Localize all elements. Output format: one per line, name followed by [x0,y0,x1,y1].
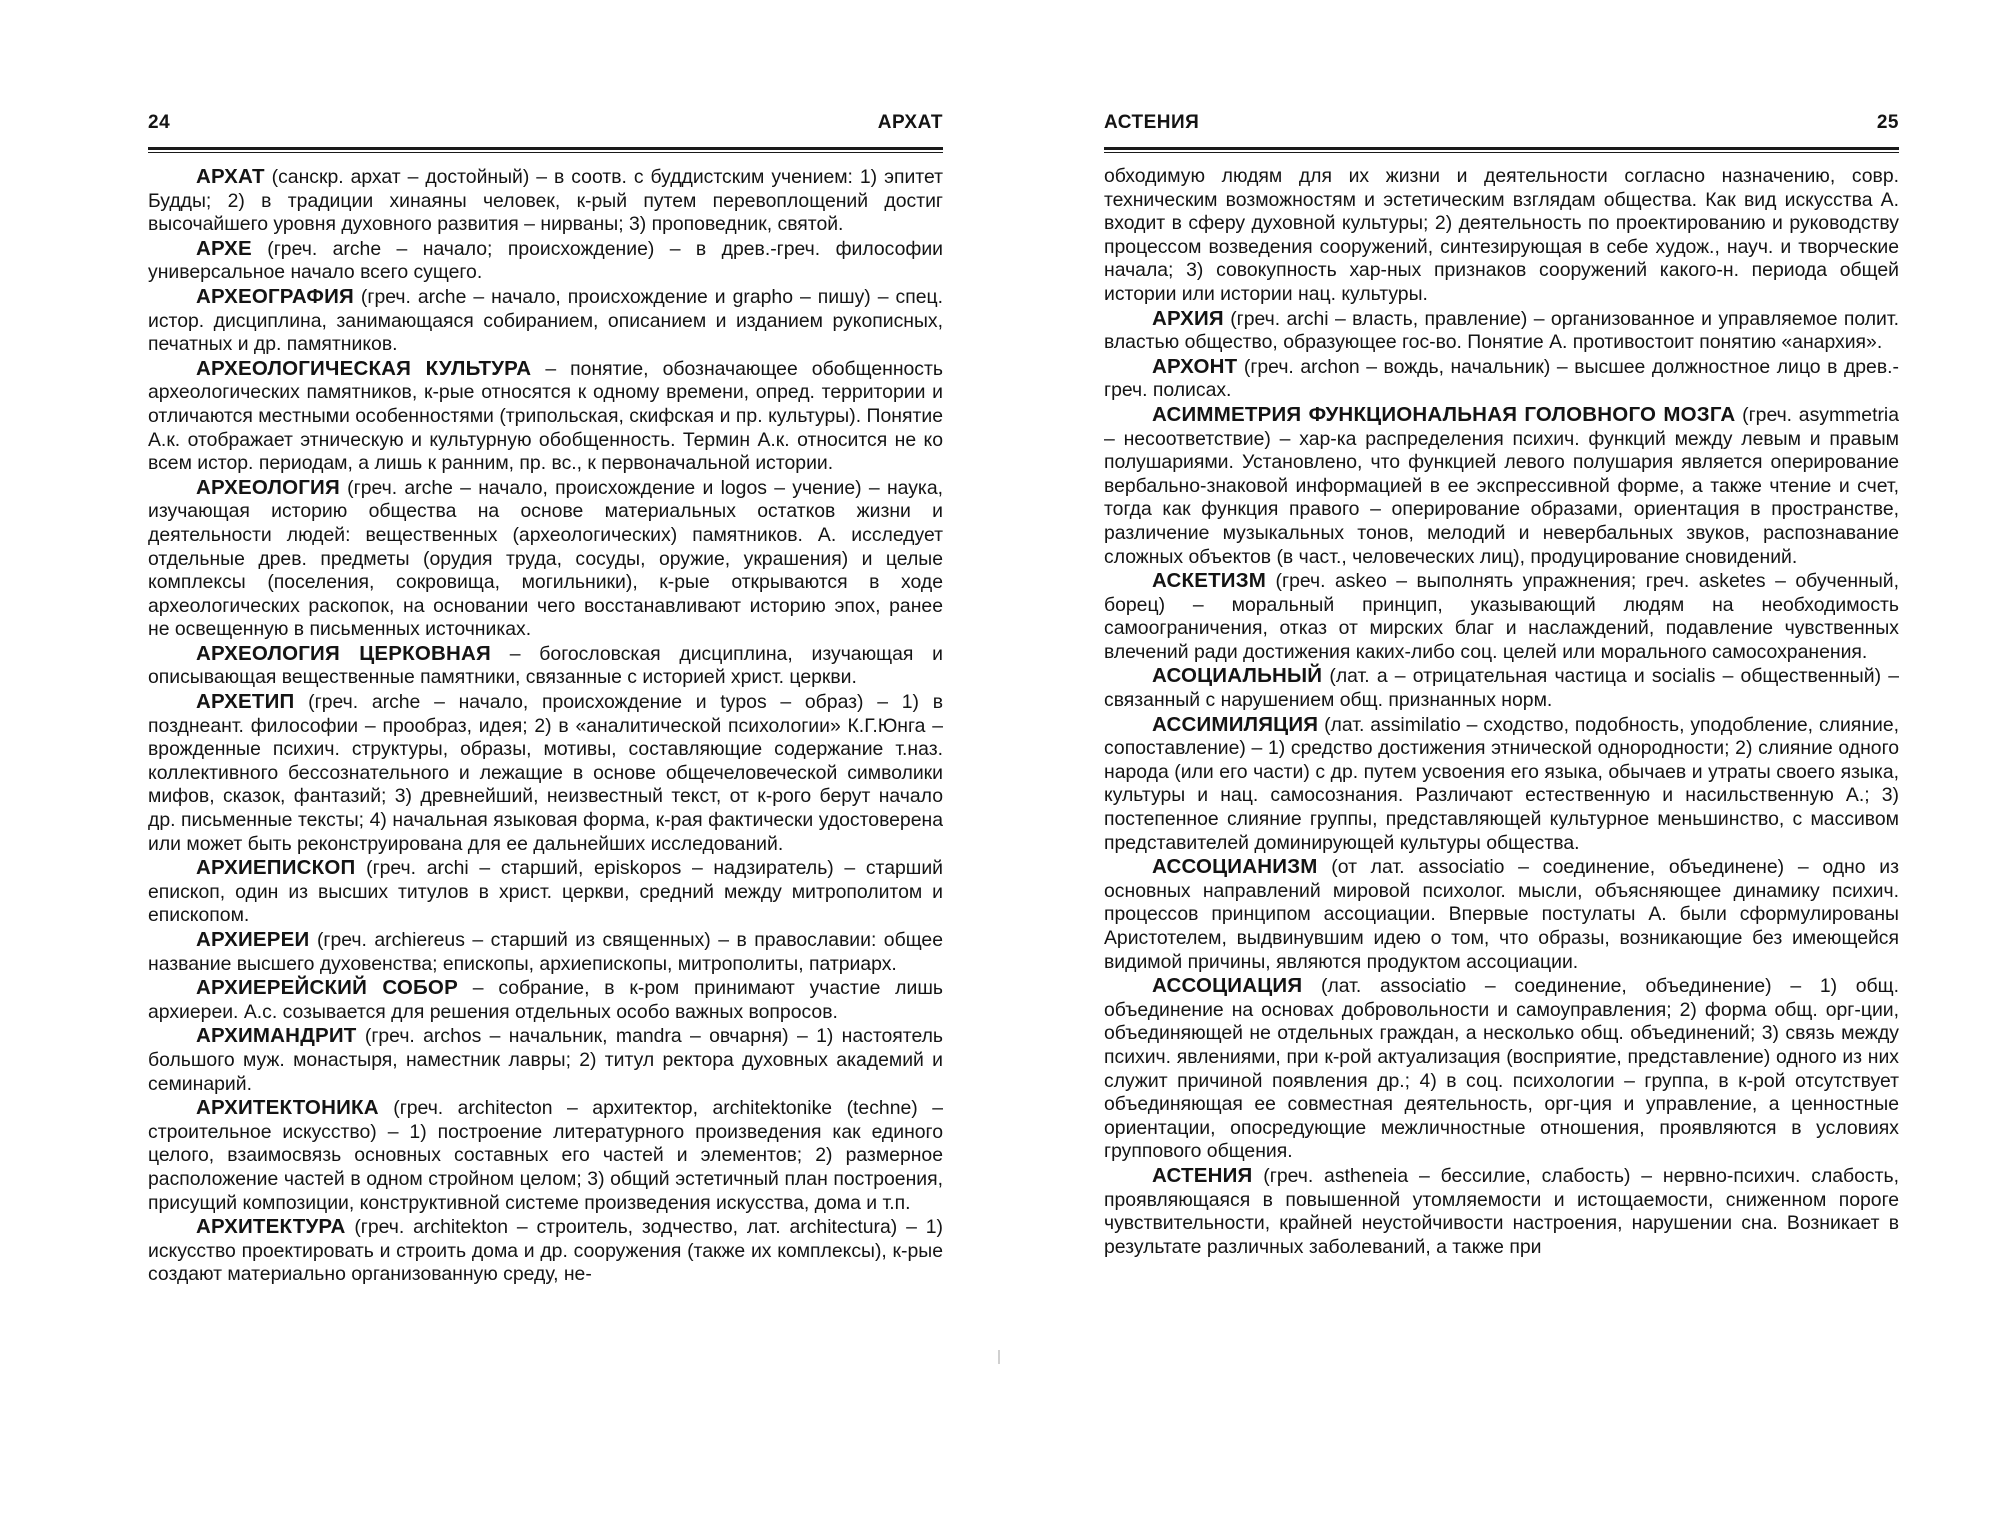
entry-headword: АРХЕОЛОГИЯ ЦЕРКОВНАЯ [196,641,491,665]
entry-definition: (греч. archi – старший, episkopos – надзиратель) – старший епископ, один из высших титулов в христ. церкви, средний между митрополитом и епископом. [148,857,943,927]
entry-headword: АРХИЕПИСКОП [196,856,356,880]
page-body [148,165,943,1287]
entry-headword: АССОЦИАНИЗМ [1152,855,1318,879]
entry-definition: (греч. arche – начало, происхождение и grapho – пишу) – спец. истор. дисциплина, занимающаяся собиранием, описанием и изданием рукописных, печатных и др. памятников. [148,285,943,356]
dictionary-entry [1104,855,1899,974]
dictionary-entry [1104,713,1899,856]
entry-headword: АРХЕТИП [196,690,295,714]
dictionary-entry [1104,403,1899,569]
book-fold [998,1350,1000,1364]
running-head: АСТЕНИЯ [1104,112,1200,133]
dictionary-entry [148,928,943,976]
dictionary-entry [1104,664,1899,712]
entry-headword: АРХЕОГРАФИЯ [196,284,354,308]
entry-definition: – богословская дисциплина, изучающая и описывающая вещественные памятники, связанные с историей христ. церкви. [148,642,943,689]
entry-definition: (греч. archon – вождь, начальник) – высшее должностное лицо в древ.-греч. полисах. [1104,355,1899,402]
dictionary-entry [148,476,943,642]
dictionary-entry [1104,569,1899,664]
entry-definition: (греч. askeo – выполнять упражнения; греч. asketes – обученный, борец) – моральный принцип, указывающий людям на необходимость самоограничения, отказ от мирских благ и наслаждений, подавление чувственных влечений ради достижения каких-либо соц. целей или морального самосохранения. [1104,570,1899,663]
dictionary-entry [148,1096,943,1215]
entry-definition: (греч. archos – начальник, mandra – овчарня) – 1) настоятель большого муж. монастыря, наместник лавры; 2) титул ректора духовных академий и семинарий. [148,1025,943,1095]
entry-headword: АРХИТЕКТУРА [196,1215,346,1239]
left-page [148,112,943,1452]
page-number: 25 [1876,112,1899,133]
dictionary-entry [148,856,943,928]
dictionary-entry [1104,307,1899,355]
dictionary-entry [148,1215,943,1287]
dictionary-entry [1104,974,1899,1164]
entry-headword: АРХЕОЛОГИЧЕСКАЯ КУЛЬТУРА [196,356,532,380]
entry-definition: (лат. assimilatio – сходство, подобность, уподобление, слияние, сопоставление) – 1) средство достижения этнической однородности; 2) слияние одного народа (или его части) с др. путем усвоения его языка, обычаев и утраты своего языка, культуры и нац. самосознания. Различают естественную и насильственную А.; 3) постепенное слияние группы, представляющей культурное меньшинство, с массивом представителей доминирующей культуры общества. [1104,713,1899,854]
entry-headword: АРХИТЕКТОНИКА [196,1096,379,1120]
dictionary-entry [148,237,943,285]
dictionary-entry [148,165,943,237]
entry-definition: (греч. arche – начало; происхождение) – в древ.-греч. философии универсальное начало всего сущего. [148,237,943,284]
entry-definition: (лат. associatio – соединение, объединение) – 1) общ. объединение на основах добровольности и самоуправления; 2) форма общ. орг-ции, объединяющей не отдельных граждан, а несколько общ. объединений; 3) связь между психич. явлениями, при к-рой актуализация (восприятие, представление) одного из них служит причиной появления др.; 4) в соц. психологии – группа, в к-рой отсутствует объединяющая ее совместная деятельность, орг-ция и управление, а ценностные ориентации, опосредующие межличностные отношения, проявляются в условиях группового общения. [1104,975,1899,1163]
dictionary-entry [148,976,943,1024]
entry-definition: (санскр. архат – достойный) – в соотв. с буддистским учением: 1) эпитет Будды; 2) в традиции хинаяны человек, к-рый путем перевоплощений достиг высочайшего уровня духовного развития – нирваны; 3) проповедник, святой. [148,166,943,236]
entry-headword: АРХИМАНДРИТ [196,1024,357,1048]
entry-definition: (греч. arche – начало, происхождение и typos – образ) – 1) в позднеант. философии – прообраз, идея; 2) в «аналитической психологии» К.Г.Юнга – врожденные психич. структуры, образы, мотивы, составляющие содержание т.наз. коллективного бессознательного и лежащие в основе общечеловеческой символики мифов, сказок, фантазий; 3) древнейший, неизвестный текст, от к-рого берут начало др. письменные тексты; 4) начальная языковая форма, к-рая фактически удостоверена или может быть реконструирована для ее дальнейших исследований. [148,691,943,855]
entry-headword: АССИМИЛЯЦИЯ [1152,712,1319,736]
entry-definition: (греч. architecton – архитектор, architektonike (techne) – строительное искусство) – 1) построение литературного произведения как единого целого, взаимосвязь основных составных его частей и элементов; 2) размерное расположение частей в одном стройном целом; 3) общий эстетичный план построения, присущий композиции, конструктивной системе произведения искусства, дома и т.п. [148,1097,943,1214]
entry-headword: АРХИЯ [1152,306,1224,330]
header-rule [148,147,943,150]
entry-definition: (греч. astheneia – бессилие, слабость) – нервно-психич. слабость, проявляющаяся в повышенной утомляемости и истощаемости, сниженном пороге чувствительности, крайней неустойчивости настроения, нарушении сна. Возникает в результате различных заболеваний, а также при [1104,1164,1899,1258]
dictionary-entry [148,690,943,856]
page-number: 24 [148,112,171,133]
entry-headword: АРХИЕРЕЙСКИЙ СОБОР [196,976,458,1000]
entry-definition: (греч. arche – начало, происхождение и logos – учение) – наука, изучающая историю общества на основе материальных остатков жизни и деятельности людей: вещественных (археологических) памятников. А. исследует отдельные древ. предметы (орудия труда, сосуды, оружие, украшения) и целые комплексы (поселения, сокровища, могильники), к-рые открываются в ходе археологических раскопок, на основании чего восстанавливают историю эпох, ранее не освещенную в письменных источниках. [148,476,943,641]
entry-headword: АССОЦИАЦИЯ [1152,974,1303,998]
entry-definition: (греч. architekton – строитель, зодчество, лат. architectura) – 1) искусство проектировать и строить дома и др. сооружения (также их комплексы), к-рые создают материально организованную среду, не- [148,1216,943,1286]
dictionary-entry [1104,1164,1899,1259]
entry-headword: АРХОНТ [1152,354,1238,378]
page-header [148,112,943,140]
entry-headword: АРХЕ [196,236,252,260]
entry-headword: АСИММЕТРИЯ ФУНКЦИОНАЛЬНАЯ ГОЛОВНОГО МОЗГА [1152,402,1736,426]
page-header [1104,112,1899,140]
entry-headword: АРХИЕРЕИ [196,928,310,951]
entry-definition: (греч. archi – власть, правление) – организованное и управляемое полит. властью общество, образующее гос-во. Понятие А. противостоит понятию «анархия». [1104,307,1899,354]
dictionary-entry [148,285,943,357]
dictionary-entry [148,1024,943,1096]
entry-definition: – понятие, обозначающее обобщенность археологических памятников, к-рые относятся к одному времени, опред. территории и отличаются местными особенностями (трипольская, скифская и пр. культуры). Понятие А.к. отображает этническую и культурную обобщенность. Термин А.к. относится не ко всем истор. периодам, а лишь к ранним, пр. вс., к первоначальной истории. [148,357,943,475]
entry-headword: АСКЕТИЗМ [1152,569,1267,593]
running-head: АРХАТ [877,112,943,133]
header-rule-thin [148,152,943,153]
entry-headword: АСТЕНИЯ [1152,1163,1253,1187]
header-rule [1104,147,1899,150]
entry-definition: (лат. a – отрицательная частица и socialis – общественный) – связанный с нарушением общ. признанных норм. [1104,665,1899,712]
entry-definition: (греч. archiereus – старший из священных) – в православии: общее название высшего духовенства; епископы, архиепископы, митрополиты, патриарх. [148,929,943,975]
entry-headword: АРХАТ [196,165,265,188]
entry-definition: (от лат. associatio – соединение, объединене) – одно из основных направлений мировой психолог. мысли, объясняющее динамику психич. процессов принципом ассоциации. Впервые постулаты А. были сформулированы Аристотелем, выдвинувшим идею о том, что образы, возникающие без имеющейся видимой причины, являются продуктом ассоциации. [1104,856,1899,973]
entry-definition: – собрание, в к-ром принимают участие лишь архиереи. А.с. созывается для решения отдельных особо важных вопросов. [148,977,943,1023]
entry-headword: АСОЦИАЛЬНЫЙ [1152,664,1323,688]
dictionary-entry [1104,355,1899,403]
entry-definition: (греч. asymmetria – несоответствие) – хар-ка распределения психич. функций между левым и правым полушариями. Установлено, что функцией левого полушария является оперирование вербально-знаковой информацией в ее экспрессивной форме, а также чтение и счет, тогда как функция правого – оперирование образами, ориентация в пространстве, различение музыкальных тонов, мелодий и невербальных звуков, распознавание сложных объектов (в част., человеческих лиц), продуцирование сновидений. [1104,403,1899,568]
entry-continuation: обходимую людям для их жизни и деятельности согласно назначению, совр. техническим возможностям и эстетическим взглядам общества. Как вид искусства А. входит в сферу духовной культуры; 2) деятельность по проектированию и руководству процессом возведения сооружений, синтезирующая в себе худож., науч. и творческие начала; 3) совокупность хар-ных признаков сооружений какого-н. периода общей истории или истории нац. культуры. [1104,165,1899,305]
right-page [1104,112,1899,1452]
entry-headword: АРХЕОЛОГИЯ [196,475,340,499]
header-rule-thin [1104,152,1899,153]
dictionary-entry [148,642,943,690]
page-body [1104,165,1899,1259]
dictionary-entry [148,357,943,476]
